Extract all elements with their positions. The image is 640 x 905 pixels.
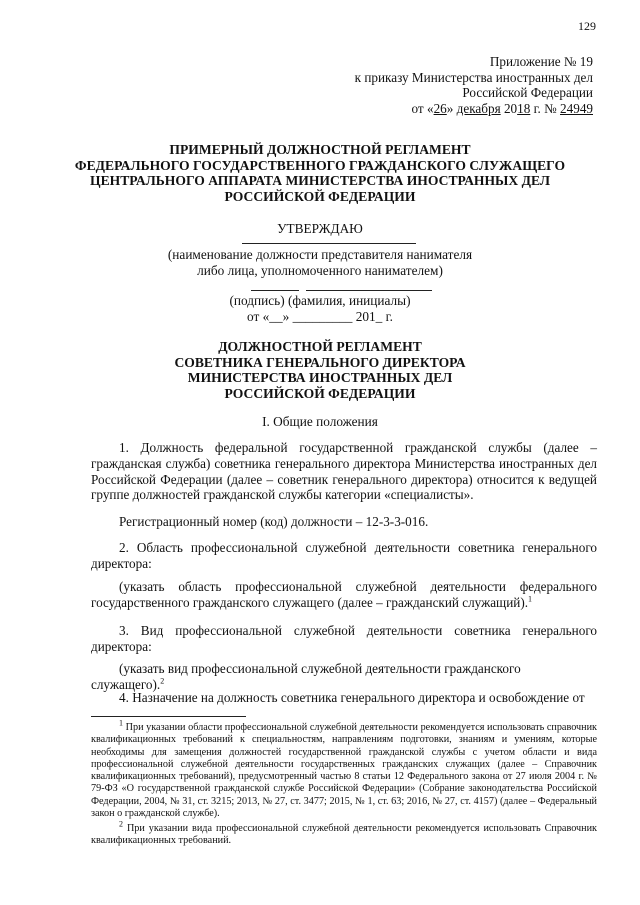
footnote-2-mark: 2 (119, 819, 123, 829)
annex-header (355, 54, 593, 116)
footnote-ref-1: 1 (528, 594, 533, 604)
annex-order-number: 24949 (560, 100, 593, 116)
regulation-title: ДОЛЖНОСТНОЙ РЕГЛАМЕНТ СОВЕТНИКА ГЕНЕРАЛЬНОГО ДИРЕКТОРА МИНИСТЕРСТВА ИНОСТРАННЫХ ДЕЛ РОССИЙСКОЙ ФЕДЕРАЦИИ (174, 339, 466, 401)
footnote-1: $^1$ При указании области профессиональной служебной деятельности рекомендуется использовать справочник квалификационных требований к специальностям, направлениям подготовки, знаниям и умениям, которые необходимы для замещения должностей государственной гражданской службы с учетом области и вида профессиональной служебной деятельности государственных гражданских служащих (далее – Справочник квалификационных требований), предусмотренный частью 8 статьи 12 Федерального закона от 27 июля 2004 г. № 79-ФЗ «О государственной гражданской службе Российской Федерации» (Собрание законодательства Российской Федерации, 2004, № 31, ст. 3215; 2013, № 27, ст. 3477; 2015, № 1, ст. 63; 2016, № 27, ст. 4157) (далее – Федеральный закон о гражданской службе). (91, 718, 597, 820)
footnote-2: $^2$ При указании вида профессиональной служебной деятельности рекомендуется использовать Справочник квалификационных требований. (91, 819, 597, 847)
paragraph-4: 4. Назначение на должность советника генерального директора и освобождение от (119, 690, 585, 705)
annex-date-month: декабря (456, 100, 501, 116)
footnote-ref-2: 2 (160, 676, 165, 686)
page-number: 129 (578, 19, 596, 33)
section-heading: I. Общие положения (262, 414, 378, 429)
signature-blank-line (251, 290, 299, 291)
approval-heading: УТВЕРЖДАЮ (277, 221, 363, 236)
annex-date-year: 18 (517, 100, 531, 116)
annex-date-line: от «26» декабря 2018 г. № 24949 (411, 100, 593, 116)
paragraph-2: 2. Область профессиональной служебной деятельности советника генерального директора: (91, 540, 597, 571)
paragraph-1: 1. Должность федеральной государственной гражданской службы (далее – гражданская служба) советника генерального директора Министерства иностранных дел Российской Федерации (далее – советник генерального директора) относится к ведущей группе должностей гражданской службы категории «специалисты». (91, 440, 597, 503)
position-note-line-1: (наименование должности представителя нанимателя (167, 247, 473, 262)
model-regulation-title: ПРИМЕРНЫЙ ДОЛЖНОСТНОЙ РЕГЛАМЕНТ ФЕДЕРАЛЬНОГО ГОСУДАРСТВЕННОГО ГРАЖДАНСКОГО СЛУЖАЩЕГО ЦЕНТРАЛЬНОГО АППАРАТА МИНИСТЕРСТВА ИНОСТРАННЫХ ДЕЛ РОССИЙСКОЙ ФЕДЕРАЦИИ (74, 142, 566, 204)
paragraph-3: 3. Вид профессиональной служебной деятельности советника генерального директора: (91, 623, 597, 654)
annex-line-1: Приложение № 19 (489, 54, 593, 69)
footnote-separator (91, 716, 246, 717)
annex-date-day: 26 (433, 100, 447, 116)
paragraph-3-note: (указать вид профессиональной служебной деятельности гражданского служащего).$^2$ (91, 661, 521, 692)
signature-note: (подпись) (фамилия, инициалы) (229, 293, 411, 308)
annex-line-2: к приказу Министерства иностранных дел (354, 69, 593, 85)
name-blank-line (306, 290, 432, 291)
position-blank-line (242, 243, 416, 244)
annex-line-3: Российской Федерации (462, 85, 593, 101)
paragraph-2-note: (указать область профессиональной служебной деятельности федерального государственного гражданского служащего (далее – гражданский служащий).$^1$ (91, 579, 597, 610)
footnote-1-mark: 1 (119, 718, 123, 728)
registration-number: Регистрационный номер (код) должности – 12-3-3-016. (119, 514, 429, 529)
approval-date-line: от «__» _________ 201_ г. (247, 309, 393, 324)
position-note-line-2: либо лица, уполномоченного нанимателем) (197, 263, 443, 278)
